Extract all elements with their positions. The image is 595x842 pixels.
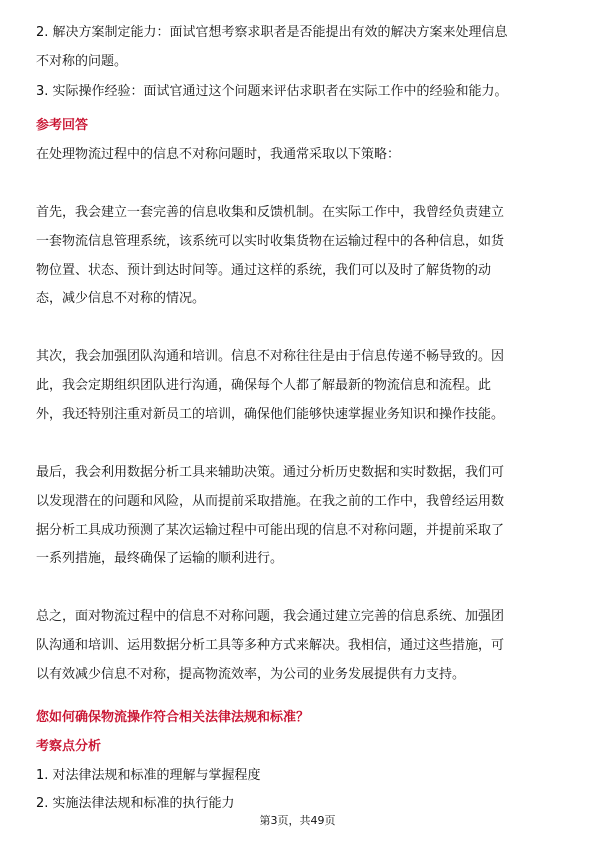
page-number-footer: 第3页，共49页 [259,814,336,827]
exam-point-1: 1. 对法律法规和标准的理解与掌握程度 [36,768,261,783]
paragraph-3-line-3: 据分析工具成功预测了某次运输过程中可能出现的信息不对称问题，并提前采取了 [36,523,505,538]
next-question-heading: 您如何确保物流操作符合相关法律法规和标准？ [36,710,310,725]
exam-points-heading: 考察点分析 [36,739,102,754]
paragraph-1-line-3: 物位置、状态、预计到达时间等。通过这样的系统，我们可以及时了解货物的动 [36,263,492,278]
paragraph-1-line-2: 一套物流信息管理系统，该系统可以实时收集货物在运输过程中的各种信息，如货 [36,234,505,249]
paragraph-4-line-3: 以有效减少信息不对称，提高物流效率，为公司的业务发展提供有力支持。 [36,667,466,682]
exam-point-2: 2. 实施法律法规和标准的执行能力 [36,796,235,811]
paragraph-2-line-2: 此，我会定期组织团队进行沟通，确保每个人都了解最新的物流信息和流程。此 [36,378,492,393]
paragraph-1-line-4: 态，减少信息不对称的情况。 [36,291,206,306]
paragraph-2-line-3: 外，我还特别注重对新员工的培训，确保他们能够快速掌握业务知识和操作技能。 [36,407,505,422]
paragraph-4-line-1: 总之，面对物流过程中的信息不对称问题，我会通过建立完善的信息系统、加强团 [36,609,505,624]
paragraph-1-line-1: 首先，我会建立一套完善的信息收集和反馈机制。在实际工作中，我曾经负责建立 [36,205,505,220]
paragraph-3-line-2: 以发现潜在的问题和风险，从而提前采取措施。在我之前的工作中，我曾经运用数 [36,494,505,509]
analysis-point-2-line-1: 2. 解决方案制定能力：面试官想考察求职者是否能提出有效的解决方案来处理信息 [36,25,508,40]
reference-answer-heading: 参考回答 [36,118,89,133]
analysis-point-2-line-2: 不对称的问题。 [36,54,128,69]
paragraph-3-line-1: 最后，我会利用数据分析工具来辅助决策。通过分析历史数据和实时数据，我们可 [36,465,505,480]
paragraph-2-line-1: 其次，我会加强团队沟通和培训。信息不对称往往是由于信息传递不畅导致的。因 [36,349,505,364]
paragraph-4-line-2: 队沟通和培训、运用数据分析工具等多种方式来解决。我相信，通过这些措施，可 [36,638,505,653]
paragraph-3-line-4: 一系列措施，最终确保了运输的顺利进行。 [36,551,284,566]
answer-intro: 在处理物流过程中的信息不对称问题时，我通常采取以下策略： [36,147,401,162]
analysis-point-3: 3. 实际操作经验：面试官通过这个问题来评估求职者在实际工作中的经验和能力。 [36,84,508,99]
